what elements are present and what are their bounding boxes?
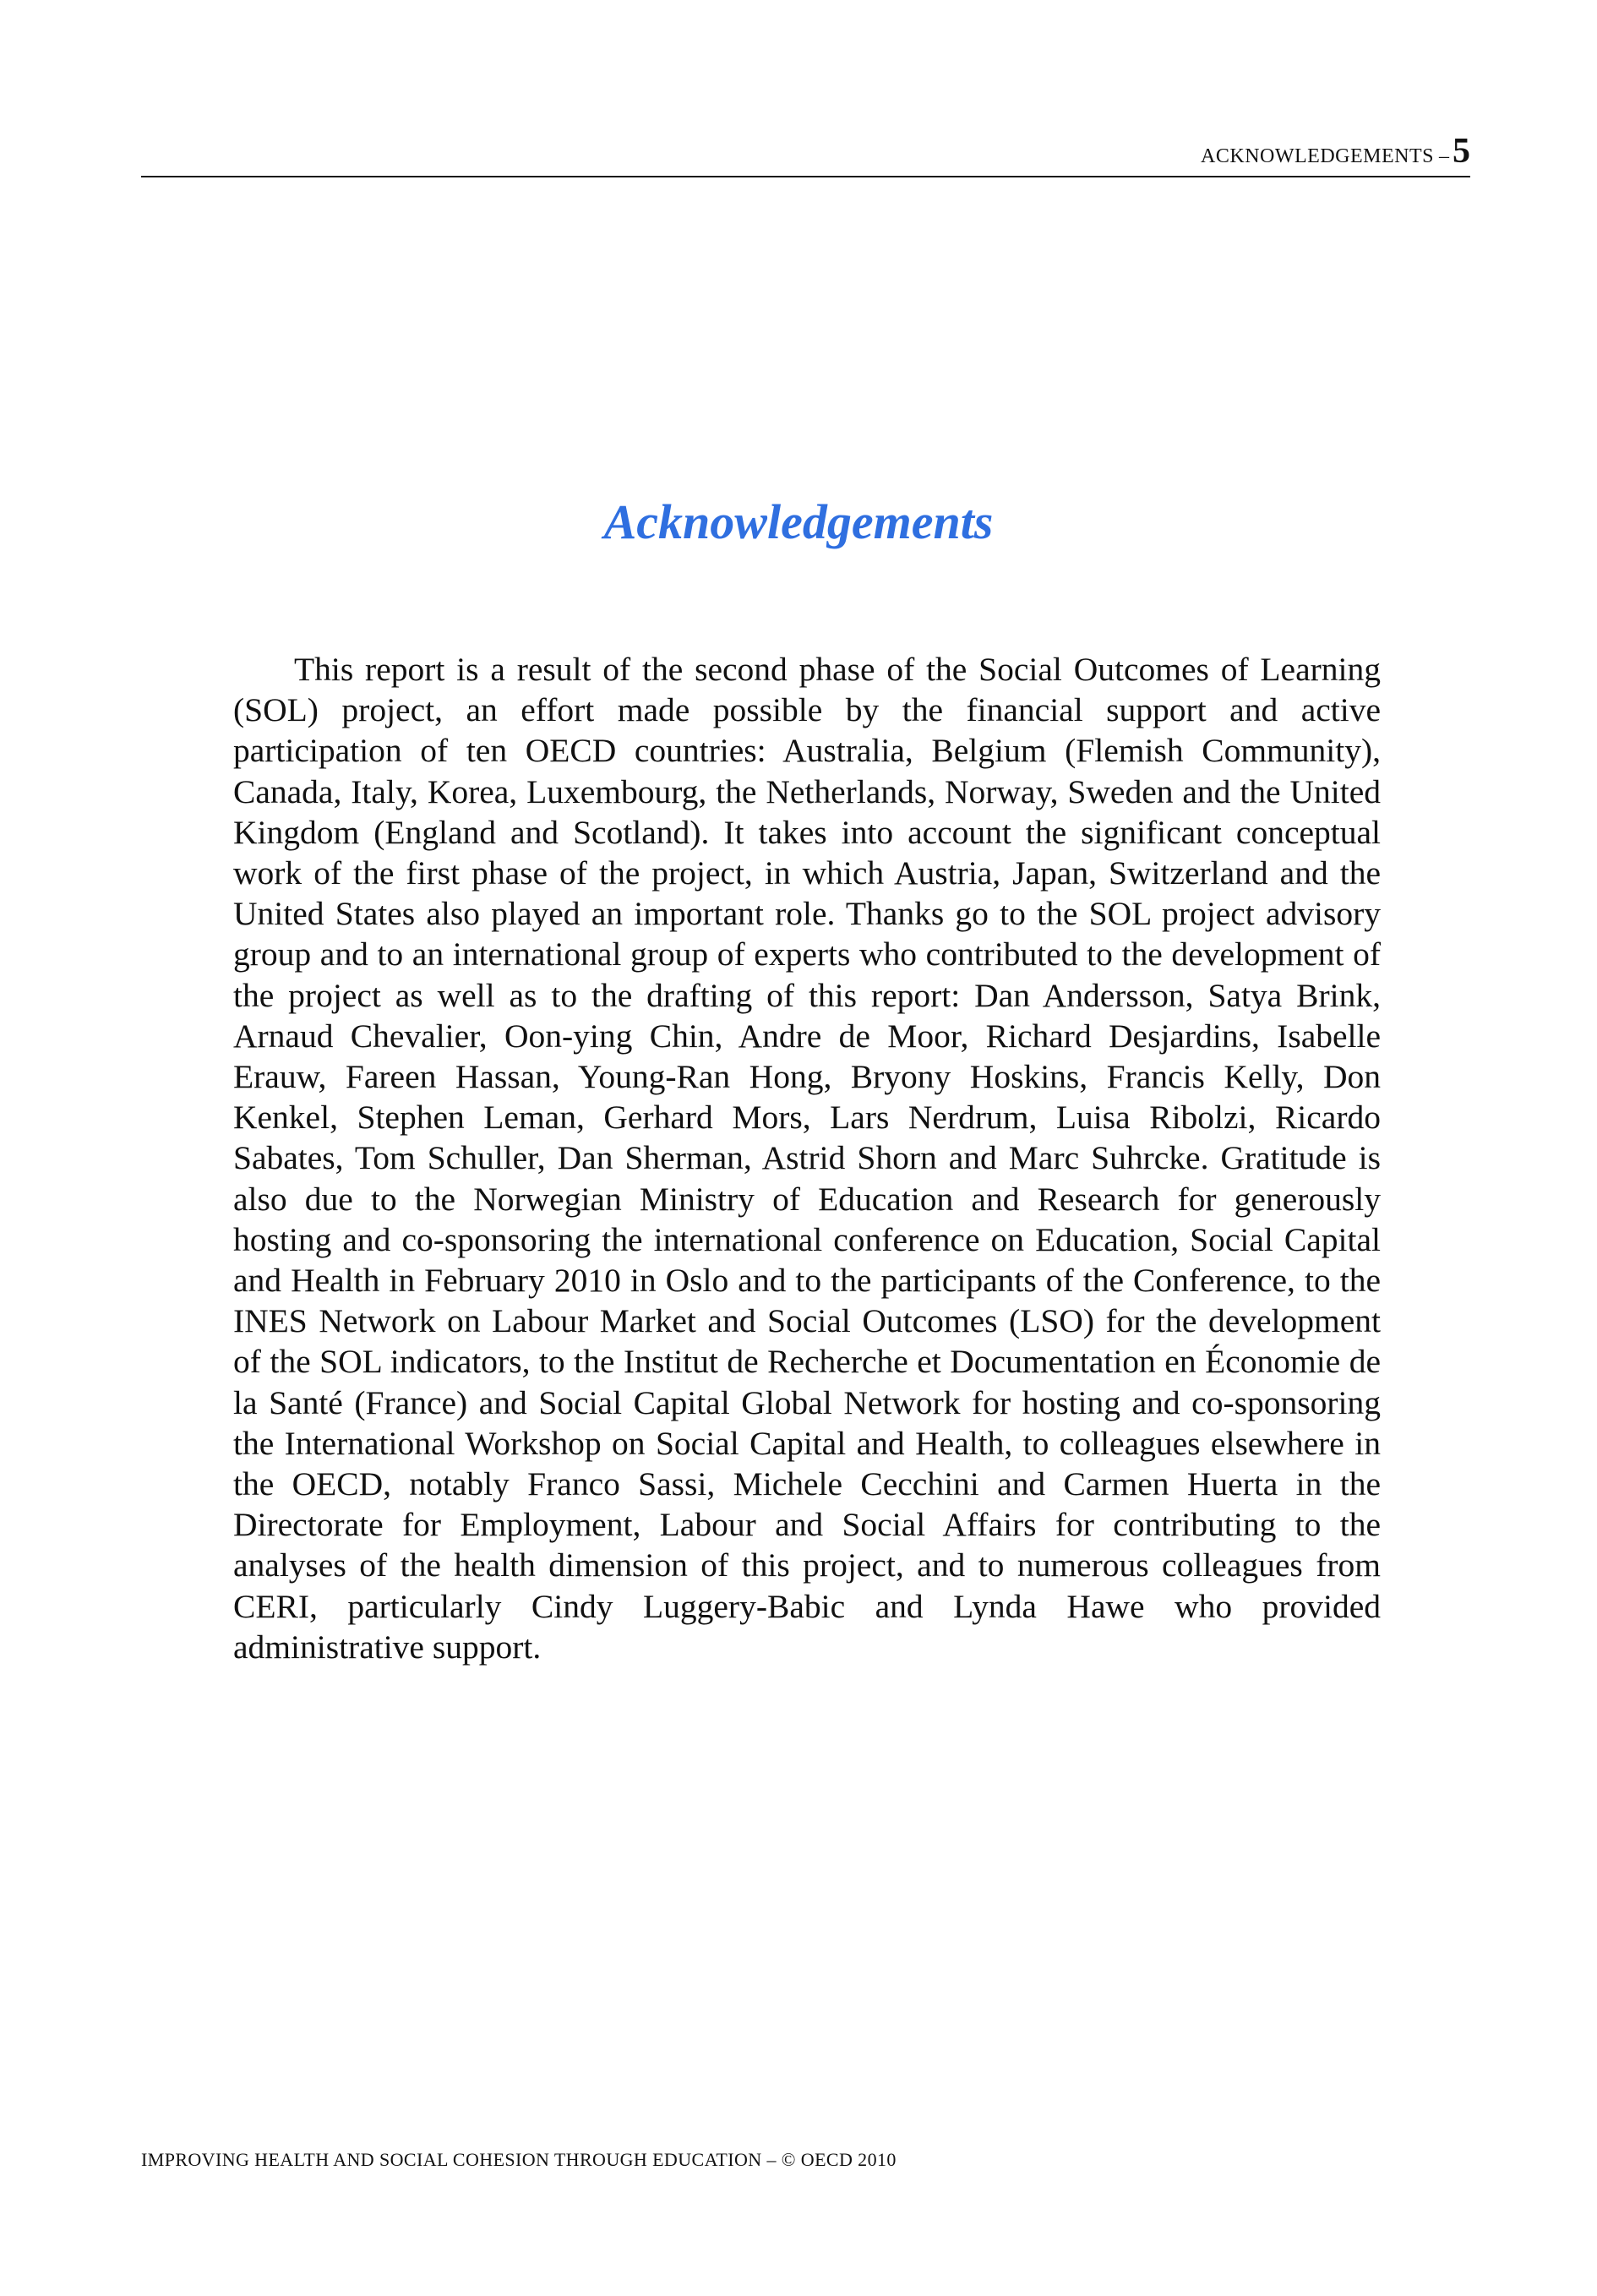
running-header	[141, 127, 1470, 177]
header-separator: –	[1439, 145, 1449, 167]
header-section-title: ACKNOWLEDGEMENTS	[1201, 145, 1434, 167]
header-line	[1201, 134, 1470, 169]
running-footer: IMPROVING HEALTH AND SOCIAL COHESION THROUGH EDUCATION – © OECD 2010	[141, 2149, 897, 2170]
acknowledgements-paragraph: This report is a result of the second phase of the Social Outcomes of Learning (SOL) project, an effort made possible by the financial support and active participation of ten OECD countries: Australia, Belgium (Flemish Community), Canada, Italy, Korea, Luxembourg, the Netherlands, Norway, Sweden and the United Kingdom (England and Scotland). It takes into account the significant conceptual work of the first phase of the project, in which Austria, Japan, Switzerland and the United States also played an important role. Thanks go to the SOL project advisory group and to an international group of experts who contributed to the development of the project as well as to the drafting of this report: Dan Andersson, Satya Brink, Arnaud Chevalier, Oon-ying Chin, Andre de Moor, Richard Desjardins, Isabelle Erauw, Fareen Hassan, Young-Ran Hong, Bryony Hoskins, Francis Kelly, Don Kenkel, Stephen Leman, Gerhard Mors, Lars Nerdrum, Luisa Ribolzi, Ricardo Sabates, Tom Schuller, Dan Sherman, Astrid Shorn and Marc Suhrcke. Gratitude is also due to the Norwegian Ministry of Education and Research for generously hosting and co-sponsoring the international conference on Education, Social Capital and Health in February 2010 in Oslo and to the participants of the Conference, to the INES Network on Labour Market and Social Outcomes (LSO) for the development of the SOL indicators, to the Institut de Recherche et Documentation en Économie de la Santé (France) and Social Capital Global Network for hosting and co-sponsoring the International Workshop on Social Capital and Health, to colleagues elsewhere in the OECD, notably Franco Sassi, Michele Cecchini and Carmen Huerta in the Directorate for Employment, Labour and Social Affairs for contributing to the analyses of the health dimension of this project, and to numerous colleagues from CERI, particularly Cindy Luggery-Babic and Lynda Hawe who provided administrative support.	[233, 651, 1381, 1666]
page-title: Acknowledgements	[603, 494, 994, 549]
page-number: 5	[1453, 132, 1470, 171]
